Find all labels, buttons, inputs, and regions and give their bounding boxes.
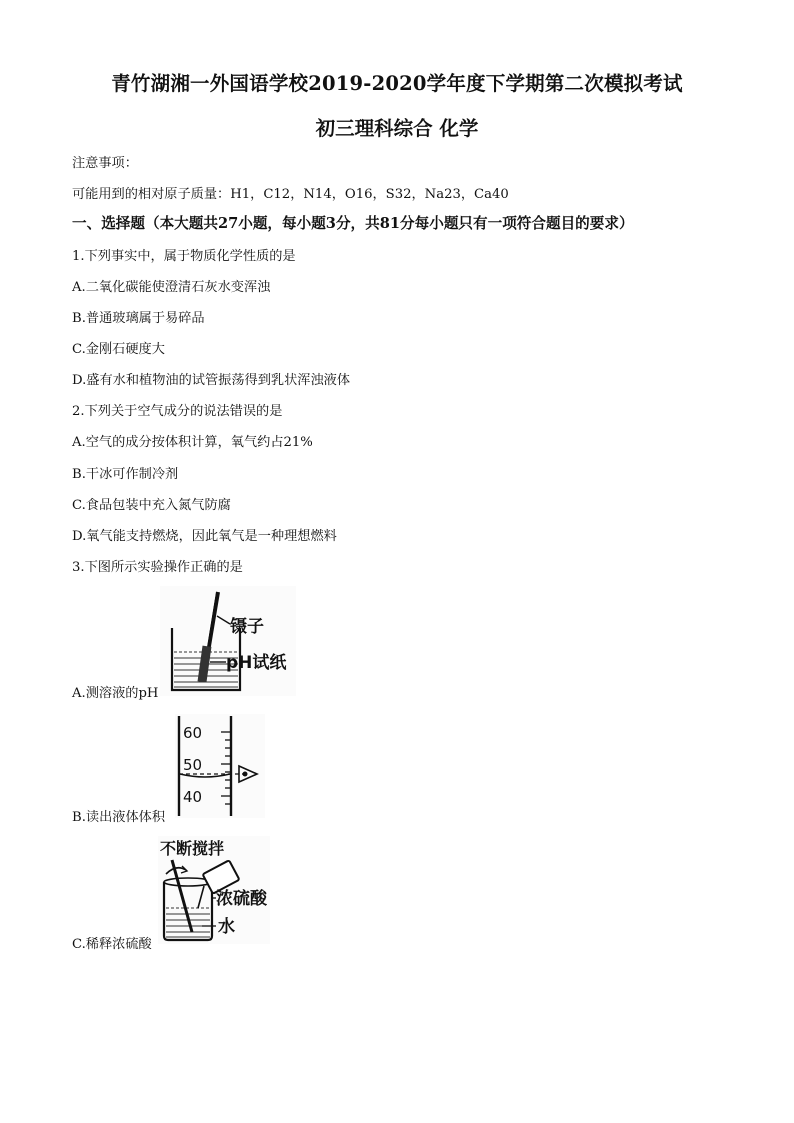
stir-label: 不断搅拌 bbox=[160, 839, 225, 858]
acid-label: 浓硫酸 bbox=[216, 889, 267, 909]
question-3-stem: 3.下图所示实验操作正确的是 bbox=[72, 560, 243, 575]
tick-label-50: 50 bbox=[183, 756, 203, 774]
tweezers-icon bbox=[208, 592, 218, 652]
question-2-option-c: C.食品包装中充入氮气防腐 bbox=[72, 498, 231, 513]
notes-heading: 注意事项： bbox=[72, 156, 138, 171]
question-3-option-a: A.测溶液的pH bbox=[72, 686, 159, 701]
cylinder-diagram bbox=[175, 714, 265, 818]
question-3-option-b: B.读出液体体积 bbox=[72, 810, 166, 825]
question-2-option-d: D.氧气能支持燃烧，因此氧气是一种理想燃料 bbox=[72, 529, 337, 544]
exam-title: 青竹湖湘一外国语学校2019-2020学年度下学期第二次模拟考试 bbox=[111, 72, 683, 95]
ph-paper-label: pH试纸 bbox=[226, 653, 287, 673]
question-3-option-c: C.稀释浓硫酸 bbox=[72, 937, 152, 952]
water-label: 水 bbox=[218, 917, 235, 937]
question-2-stem: 2.下列关于空气成分的说法错误的是 bbox=[72, 404, 283, 419]
dilution-diagram bbox=[158, 836, 270, 944]
eye-icon bbox=[239, 766, 257, 782]
question-1-option-c: C.金刚石硬度大 bbox=[72, 342, 165, 357]
question-1-stem: 1.下列事实中，属于物质化学性质的是 bbox=[72, 249, 296, 264]
tick-label-40: 40 bbox=[183, 788, 203, 806]
question-2-option-b: B.干冰可作制冷剂 bbox=[72, 467, 179, 482]
ph-test-diagram bbox=[160, 586, 296, 696]
section-heading: 一、选择题（本大题共27小题，每小题3分，共81分每小题只有一项符合题目的要求） bbox=[72, 215, 634, 232]
question-1-option-a: A.二氧化碳能使澄清石灰水变浑浊 bbox=[72, 280, 271, 295]
glass-rod-icon bbox=[172, 860, 192, 932]
cylinder-figure bbox=[175, 714, 265, 818]
question-2-option-a: A.空气的成分按体积计算，氧气约占21% bbox=[72, 435, 313, 450]
tick-label-60: 60 bbox=[183, 724, 203, 742]
acid-stream bbox=[198, 886, 204, 908]
scale-ticks bbox=[221, 732, 231, 804]
question-1-option-d: D.盛有水和植物油的试管振荡得到乳状浑浊液体 bbox=[72, 373, 351, 388]
tweezers-label: 镊子 bbox=[230, 617, 264, 637]
question-1-option-b: B.普通玻璃属于易碎品 bbox=[72, 311, 205, 326]
beaker-outline bbox=[164, 882, 212, 940]
dilution-figure bbox=[158, 836, 270, 944]
atomic-masses: 可能用到的相对原子质量：H1，C12，N14，O16，S32，Na23，Ca40 bbox=[72, 187, 509, 202]
exam-subtitle: 初三理科综合 化学 bbox=[315, 117, 479, 140]
ph-test-figure bbox=[160, 586, 296, 696]
